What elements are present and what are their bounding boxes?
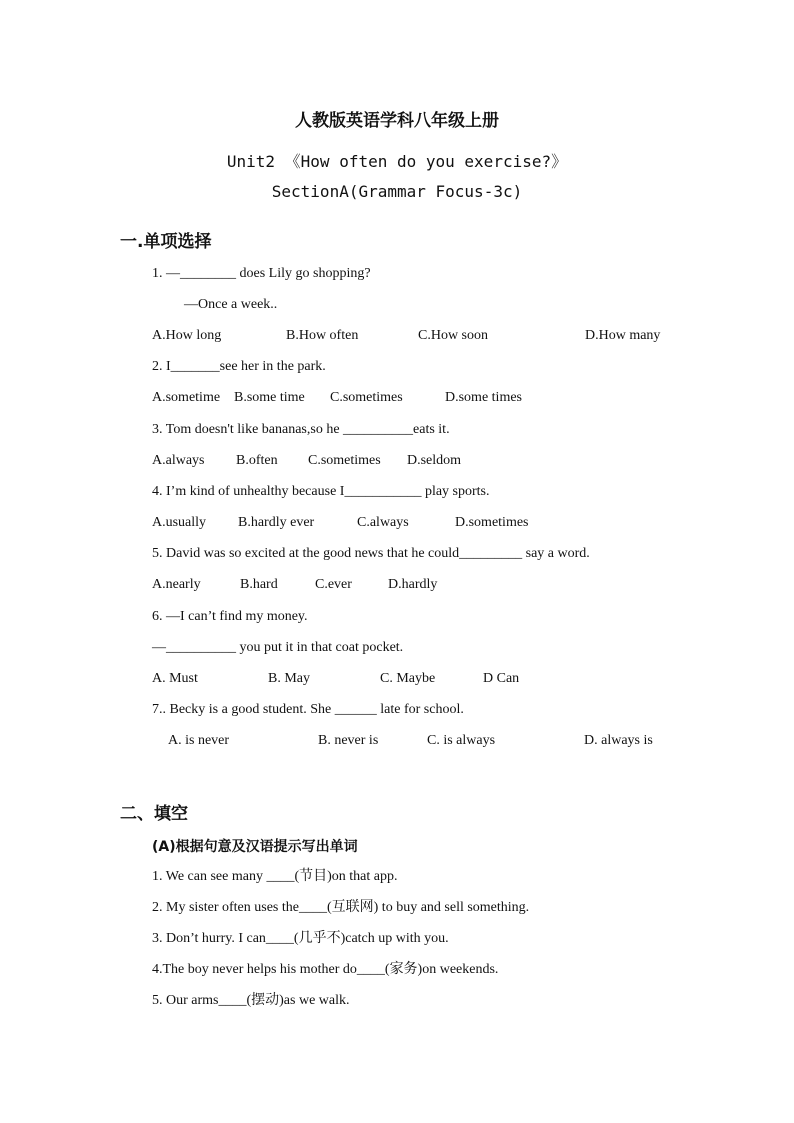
unit-title: Unit2 《How often do you exercise?》: [226, 152, 568, 171]
question-5: 5. David was so excited at the good news that he could_________ say a word.: [152, 546, 590, 561]
question-4: 4. I’m kind of unhealthy because I___________ play sports.: [152, 484, 490, 499]
fill-in-subheading: (A)根据句意及汉语提示写出单词: [152, 839, 358, 855]
option: D.hardly: [388, 577, 438, 592]
question-3: 3. Tom doesn't like bananas,so he __________eats it.: [152, 422, 450, 437]
option: B. never is: [318, 733, 379, 748]
option: A.always: [152, 453, 205, 468]
fill-in-item: 1. We can see many ____(节目)on that app.: [152, 869, 398, 884]
question-1-reply: —Once a week..: [184, 297, 278, 312]
option: A.nearly: [152, 577, 201, 592]
option: C. is always: [427, 733, 496, 748]
question-2: 2. I_______see her in the park.: [152, 359, 326, 374]
option: B.some time: [234, 390, 305, 405]
question-1: 1. —________ does Lily go shopping?: [152, 266, 371, 281]
option: A. is never: [168, 733, 230, 748]
option: D.How many: [585, 328, 661, 343]
option: D.sometimes: [455, 515, 529, 530]
fill-in-item: 4.The boy never helps his mother do____(家务)on weekends.: [152, 962, 499, 977]
option: C.sometimes: [308, 453, 381, 468]
option: D.seldom: [407, 453, 462, 468]
option: D. always is: [584, 733, 653, 748]
section-title: SectionA(Grammar Focus-3c): [271, 182, 523, 201]
option: C.sometimes: [330, 390, 403, 405]
option: D.some times: [445, 390, 522, 405]
question-6-reply: —__________ you put it in that coat pocket.: [152, 640, 404, 655]
option: B.How often: [286, 328, 359, 343]
section-heading-multiple-choice: 一.单项选择: [120, 232, 212, 252]
question-7: 7.. Becky is a good student. She ______ late for school.: [152, 702, 464, 717]
fill-in-item: 3. Don’t hurry. I can____(几乎不)catch up with you.: [152, 931, 449, 946]
option: A.How long: [152, 328, 222, 343]
option: D Can: [483, 671, 520, 686]
fill-in-item: 2. My sister often uses the____(互联网) to buy and sell something.: [152, 900, 530, 915]
option: A. Must: [152, 671, 198, 686]
fill-in-item: 5. Our arms____(摆动)as we walk.: [152, 993, 350, 1008]
option: C. Maybe: [380, 671, 436, 686]
option: A.usually: [152, 515, 207, 530]
option: C.always: [357, 515, 409, 530]
question-6: 6. —I can’t find my money.: [152, 609, 308, 624]
option: A.sometime: [152, 390, 221, 405]
option: B.hard: [240, 577, 278, 592]
option: C.How soon: [418, 328, 489, 343]
option: C.ever: [315, 577, 352, 592]
option: B. May: [268, 671, 310, 686]
document-title: 人教版英语学科八年级上册: [295, 111, 499, 131]
option: B.often: [236, 453, 278, 468]
option: B.hardly ever: [238, 515, 315, 530]
section-heading-fill-in: 二、填空: [120, 804, 188, 824]
